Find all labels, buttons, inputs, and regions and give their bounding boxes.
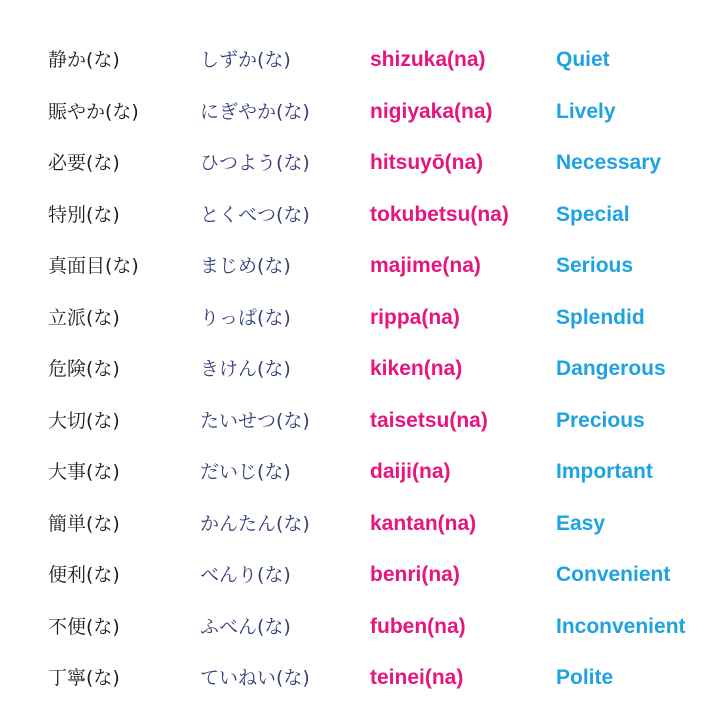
kana-reading: だいじ(な) <box>200 461 291 483</box>
vocab-row <box>0 88 720 140</box>
english-meaning: Inconvenient <box>556 614 686 638</box>
romaji-reading: fuben(na) <box>370 614 466 638</box>
vocab-row <box>0 242 720 294</box>
kanji-word: 静か(な) <box>48 49 120 71</box>
vocab-row <box>0 603 720 655</box>
kanji-word: 真面目(な) <box>48 255 139 277</box>
romaji-reading: benri(na) <box>370 563 460 586</box>
kana-reading: きけん(な) <box>200 358 291 380</box>
kana-reading: しずか(な) <box>200 49 291 71</box>
romaji-reading: teinei(na) <box>370 666 464 689</box>
romaji-reading: tokubetsu(na) <box>370 202 509 226</box>
romaji-reading: taisetsu(na) <box>370 408 488 432</box>
kana-reading: かんたん(な) <box>200 512 310 535</box>
english-meaning: Necessary <box>556 151 662 174</box>
romaji-reading: daiji(na) <box>370 460 451 483</box>
kanji-word: 立派(な) <box>48 306 120 329</box>
kanji-word: 必要(な) <box>48 152 120 174</box>
romaji-reading: kantan(na) <box>370 511 477 535</box>
kanji-word: 賑やか(な) <box>48 100 139 123</box>
english-meaning: Important <box>556 460 653 483</box>
kanji-word: 不便(な) <box>48 615 120 638</box>
english-meaning: Splendid <box>556 305 645 329</box>
kana-reading: まじめ(な) <box>200 255 291 277</box>
english-meaning: Serious <box>556 254 634 277</box>
vocab-row <box>0 551 720 603</box>
vocab-row <box>0 139 720 191</box>
kanji-word: 大切(な) <box>48 409 120 432</box>
kana-reading: ふべん(な) <box>200 615 291 638</box>
kana-reading: とくべつ(な) <box>200 203 310 226</box>
english-meaning: Easy <box>556 511 606 535</box>
kana-reading: りっぱ(な) <box>200 306 291 329</box>
english-meaning: Polite <box>556 666 614 689</box>
romaji-reading: majime(na) <box>370 254 481 277</box>
kanji-word: 簡単(な) <box>48 512 120 535</box>
english-meaning: Special <box>556 202 630 226</box>
english-meaning: Dangerous <box>556 357 666 380</box>
kana-reading: にぎやか(な) <box>200 100 310 123</box>
vocabulary-table <box>0 36 720 706</box>
vocab-row <box>0 654 720 706</box>
kanji-word: 危険(な) <box>48 358 120 380</box>
kana-reading: たいせつ(な) <box>200 409 310 432</box>
vocab-row <box>0 500 720 552</box>
kanji-word: 便利(な) <box>48 564 120 586</box>
kanji-word: 特別(な) <box>48 203 120 226</box>
romaji-reading: kiken(na) <box>370 357 463 380</box>
english-meaning: Convenient <box>556 563 671 586</box>
kana-reading: ていねい(な) <box>200 667 310 689</box>
romaji-reading: rippa(na) <box>370 305 460 329</box>
romaji-reading: hitsuyō(na) <box>370 151 484 174</box>
romaji-reading: nigiyaka(na) <box>370 99 493 123</box>
romaji-reading: shizuka(na) <box>370 48 486 71</box>
vocab-row <box>0 345 720 397</box>
vocab-row <box>0 448 720 500</box>
english-meaning: Precious <box>556 408 645 432</box>
kana-reading: べんり(な) <box>200 564 291 586</box>
kana-reading: ひつよう(な) <box>200 152 310 174</box>
kanji-word: 大事(な) <box>48 461 120 483</box>
vocab-row <box>0 397 720 449</box>
vocab-row <box>0 191 720 243</box>
vocab-row <box>0 36 720 88</box>
kanji-word: 丁寧(な) <box>48 667 120 689</box>
english-meaning: Lively <box>556 99 616 123</box>
vocab-row <box>0 294 720 346</box>
english-meaning: Quiet <box>556 48 610 71</box>
